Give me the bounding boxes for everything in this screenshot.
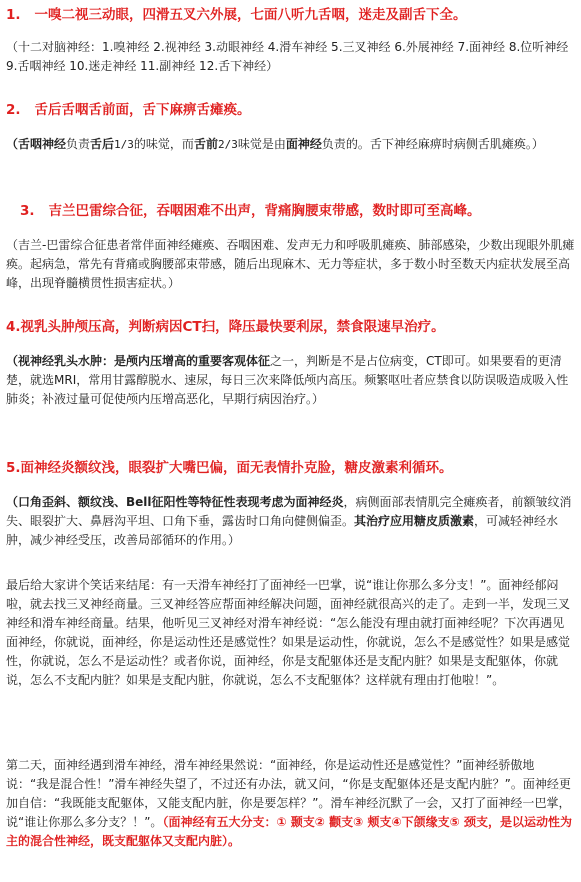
heading-2-text: 舌后舌咽舌前面，舌下麻痹舌瘫痪。 xyxy=(34,102,251,118)
paragraph-2 xyxy=(6,135,575,154)
paragraph-5 xyxy=(6,493,575,550)
p5-bold-2: 其治疗应用糖皮质激素 xyxy=(354,514,475,528)
heading-1-number: 1. xyxy=(6,7,21,23)
p2-bold-3: 舌前 xyxy=(193,137,218,151)
p2-bold-1: （舌咽神经 xyxy=(6,137,67,151)
p4-bold-1: （视神经乳头水肿：是颅内压增高的重要客观体征 xyxy=(6,354,271,368)
heading-1 xyxy=(6,6,575,24)
paragraph-1: （十二对脑神经：1.嗅神经 2.视神经 3.动眼神经 4.滑车神经 5.三叉神经 6.外展神经 7.面神经 8.位听神经 9.舌咽神经 10.迷走神经 11.副神经 12.舌下神经） xyxy=(6,40,569,73)
heading-3-text: 吉兰巴雷综合征，吞咽困难不出声，背痛胸腰束带感，数时即可至高峰。 xyxy=(48,203,481,219)
p2-text-2: 1/3 xyxy=(114,138,134,151)
p2-bold-4: 面神经 xyxy=(285,137,322,151)
joke-p2-highlight: （面神经有五大分支：① 颞支② 颧支③ 颊支④下颌缘支⑤ 颈支，是以运动性为主的混合性神经，既支配躯体又支配内脏）。 xyxy=(6,815,572,848)
p2-text-3: 的味觉，而 xyxy=(133,137,194,151)
paragraph-3: （吉兰-巴雷综合征患者常伴面神经瘫痪、吞咽困难、发声无力和呼吸肌瘫痪、肺部感染，少数出现眼外肌瘫痪。起病急，常先有背痛或胸腰部束带感，随后出现麻木、无力等症状，多于数小时至数天内症状发展至高峰，出现脊髓横贯性损害症状。） xyxy=(6,238,575,290)
heading-5: 5.面神经炎额纹浅，眼裂扩大嘴巴偏，面无表情扑克脸，糖皮激素利循环。 xyxy=(6,460,453,476)
heading-2-number: 2. xyxy=(6,102,21,118)
p2-text-5: 味觉是由 xyxy=(237,137,286,151)
p2-text-4: 2/3 xyxy=(217,138,238,151)
joke-p2-text: 第二天，面神经遇到滑车神经，滑车神经果然说：“面神经，你是运动性还是感觉性？”面神经骄傲地说：“我是混合性！”滑车神经失望了，不过还有办法，就又问，“你是支配躯体还是支配内脏？”。面神经更加自信：“我既能支配躯体，又能支配内脏，你是要怎样？”。滑车神经沉默了一会，又打了面神经一巴掌，说“谁让你那么多分支？！”。 xyxy=(6,758,571,829)
p5-text-1: ，病侧面部表情肌完全瘫痪者，前额皱纹消失、眼裂扩大、鼻唇沟平坦、口角下垂，露齿时口角向健侧偏歪。 xyxy=(6,495,572,528)
p2-bold-2: 舌后 xyxy=(90,137,115,151)
p4-text-1: 之一，判断是不是占位病变，CT即可。如果要看的更清楚，就选MRI，常用甘露醇脱水、速尿，每日三次来降低颅内高压。频繁呕吐者应禁食以防误吸造成吸入性肺炎；补液过量可促使颅内压增高恶化，早期行病因治疗。） xyxy=(6,354,569,406)
p5-text-2: ，可减轻神经水肿，减少神经受压，改善局部循环的作用。） xyxy=(6,514,559,547)
joke-paragraph-2 xyxy=(6,756,575,851)
heading-4: 4.视乳头肿颅压高，判断病因CT扫，降压最快要利尿，禁食限速早治疗。 xyxy=(6,319,445,335)
heading-2 xyxy=(6,101,575,119)
heading-3 xyxy=(6,202,575,220)
joke-paragraph-1: 最后给大家讲个笑话来结尾：有一天滑车神经打了面神经一巴掌，说“谁让你那么多分支！”。面神经郁闷啦，就去找三叉神经商量。三叉神经答应帮面神经解决问题，面神经就很高兴的走了。走到一半，发现三叉神经和滑车神经商量。结果，他听见三叉神经对滑车神经说：“怎么能没有理由就打面神经呢？下次再遇见面神经，你就说，面神经，你是运动性还是感觉性？如果是运动性，你就说，怎么不是感觉性？如果是感觉性，你就说，怎么不是运动性？或者你说，面神经，你是支配躯体还是支配内脏？如果是支配躯体，你就说，怎么不支配内脏？如果是支配内脏，你就说，怎么不支配躯体？这样就有理由打他啦！”。 xyxy=(6,578,571,687)
p2-text-6: 负责的。舌下神经麻痹时病侧舌肌瘫痪。） xyxy=(321,137,544,151)
paragraph-4 xyxy=(6,352,575,409)
p2-text-1: 负责 xyxy=(66,137,91,151)
p5-bold-1: （口角歪斜、额纹浅、Bell征阳性等特征性表现考虑为面神经炎 xyxy=(6,495,344,509)
heading-1-text: 一嗅二视三动眼，四滑五叉六外展，七面八听九舌咽，迷走及副舌下全。 xyxy=(34,7,467,23)
heading-3-number: 3. xyxy=(20,203,35,219)
